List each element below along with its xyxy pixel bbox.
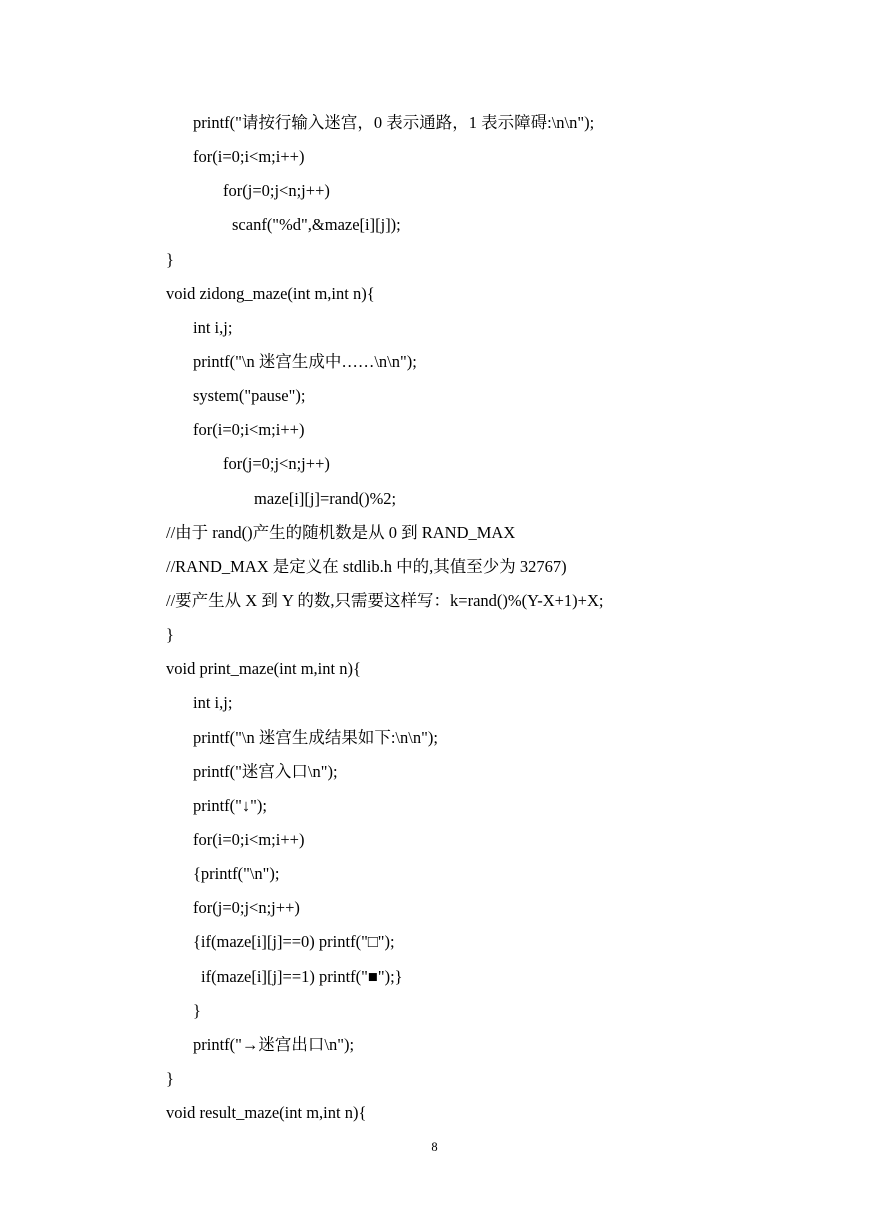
code-line: }: [193, 1000, 201, 1020]
code-line: printf("\n 迷宫生成中……\n\n");: [193, 351, 417, 371]
code-line: printf("迷宫入口\n");: [193, 761, 338, 781]
code-line: scanf("%d",&maze[i][j]);: [232, 215, 401, 235]
code-line: void result_maze(int m,int n){: [166, 1103, 367, 1123]
code-comment-line: //由于 rand()产生的随机数是从 0 到 RAND_MAX: [166, 522, 516, 542]
code-line: {if(maze[i][j]==0) printf("□");: [193, 932, 395, 952]
code-line: {printf("\n");: [193, 864, 280, 884]
code-line: for(i=0;i<m;i++): [193, 147, 305, 167]
code-line: system("pause");: [193, 386, 306, 406]
code-line: if(maze[i][j]==1) printf("■");}: [201, 966, 403, 986]
code-line: printf("→迷宫出口\n");: [193, 1034, 355, 1054]
code-line: maze[i][j]=rand()%2;: [254, 488, 397, 508]
code-line: printf("↓");: [193, 795, 267, 815]
code-line: for(j=0;j<n;j++): [193, 898, 300, 918]
page-number: 8: [431, 1140, 438, 1154]
code-comment-line: //要产生从 X 到 Y 的数,只需要这样写：k=rand()%(Y-X+1)+X;: [166, 590, 604, 610]
code-line: int i,j;: [193, 317, 233, 337]
code-comment-line: //RAND_MAX 是定义在 stdlib.h 中的,其值至少为 32767): [166, 556, 567, 576]
code-line: }: [166, 625, 174, 645]
code-line: }: [166, 249, 174, 269]
code-line: printf("请按行输入迷宫，0 表示通路，1 表示障碍:\n\n");: [193, 113, 595, 132]
code-line: for(j=0;j<n;j++): [223, 181, 330, 201]
code-line: printf("\n 迷宫生成结果如下:\n\n");: [193, 727, 438, 747]
code-line: void zidong_maze(int m,int n){: [166, 283, 375, 303]
code-listing: [0, 106, 869, 1130]
code-line: void print_maze(int m,int n){: [166, 659, 361, 679]
code-line: for(j=0;j<n;j++): [223, 454, 330, 474]
code-line: for(i=0;i<m;i++): [193, 420, 305, 440]
code-line: }: [166, 1068, 174, 1088]
code-line: int i,j;: [193, 693, 233, 713]
code-line: for(i=0;i<m;i++): [193, 829, 305, 849]
